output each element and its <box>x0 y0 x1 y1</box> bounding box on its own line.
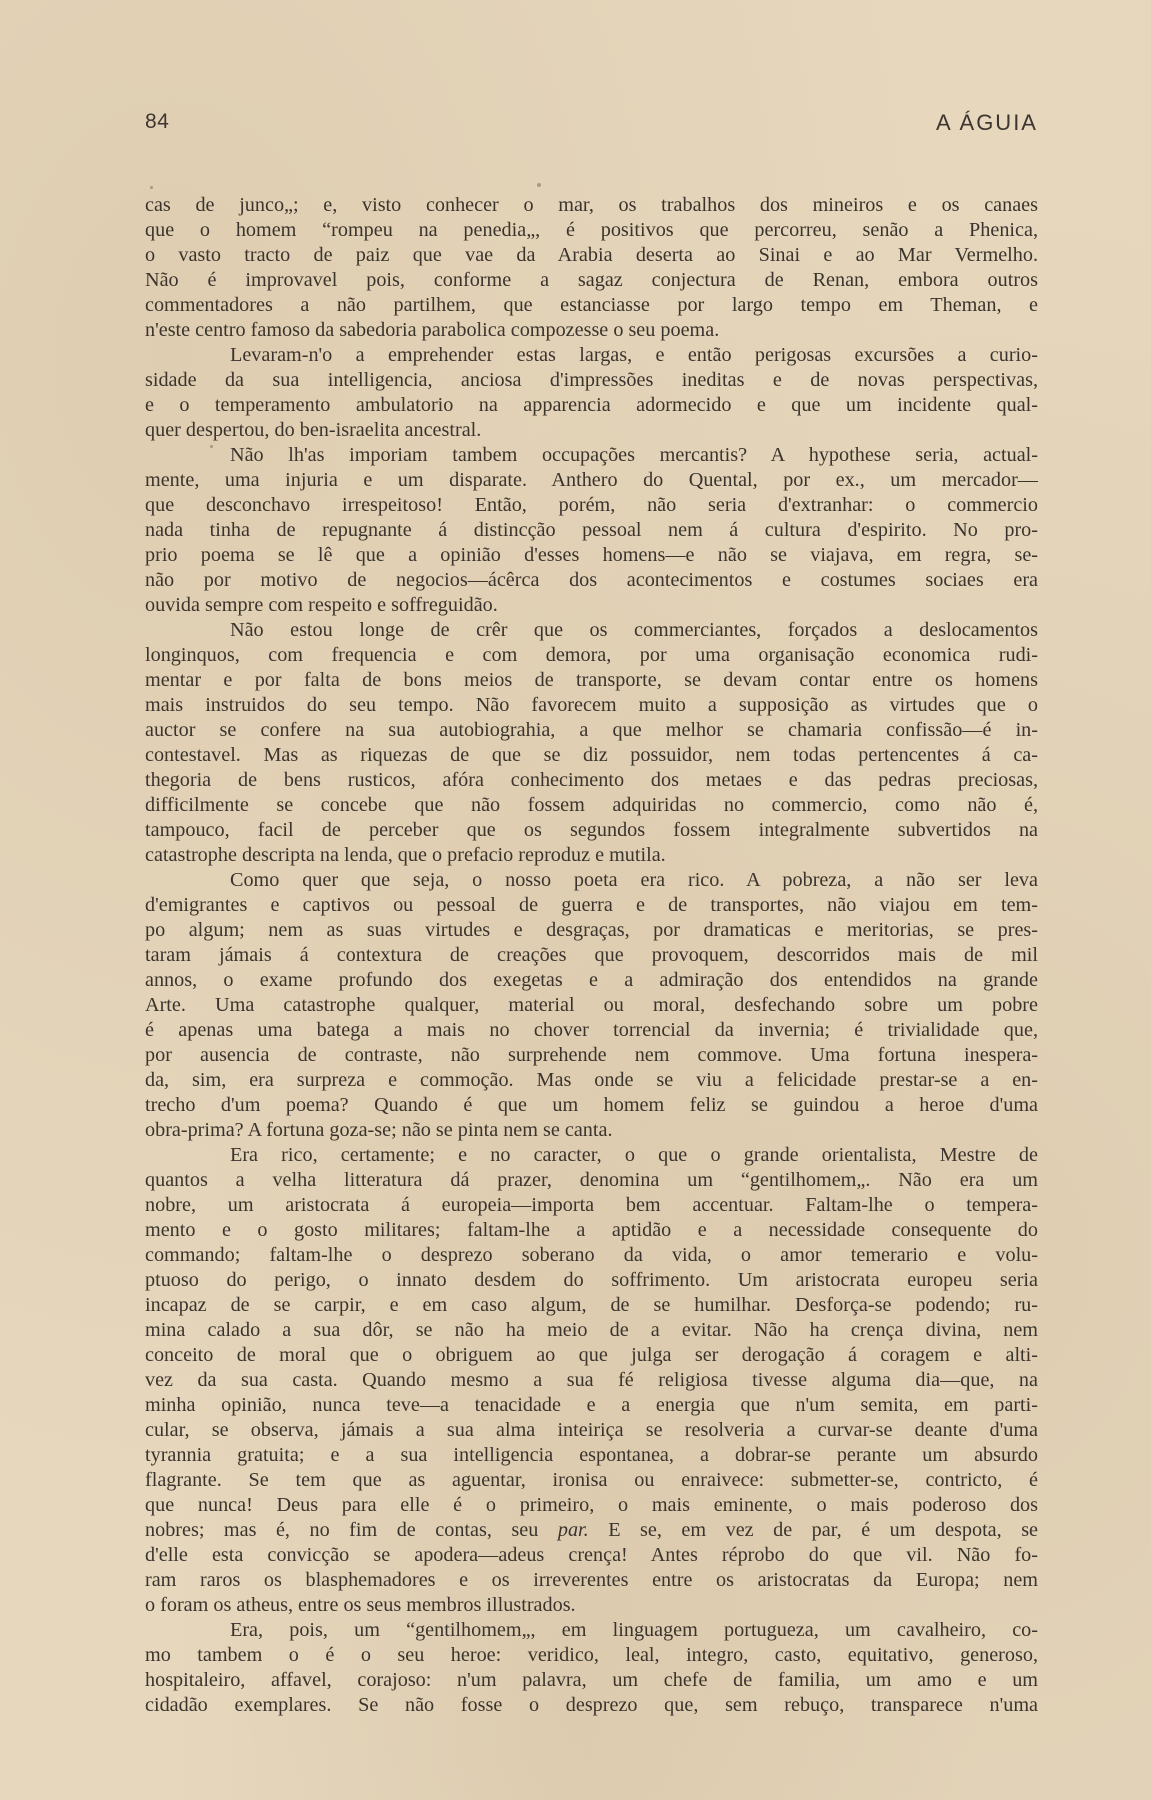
text-line: taram jámais á contextura de creações que provoquem, descorridos mais de mil <box>145 944 1038 966</box>
text-line: thegoria de bens rusticos, afóra conhecimento dos metaes e das pedras preciosas, <box>145 769 1038 791</box>
text-line: quer despertou, do ben-israelita ancestral. <box>145 419 482 441</box>
text-line: obra-prima? A fortuna goza-se; não se pinta nem se canta. <box>145 1119 613 1141</box>
text-line: trecho d'um poema? Quando é que um homem feliz se guindou a heroe d'uma <box>145 1094 1038 1116</box>
text-line: mo tambem o é o seu heroe: veridico, leal, integro, casto, equitativo, generoso, <box>145 1644 1038 1666</box>
text-line-with-emphasis <box>145 1518 1038 1543</box>
body-text <box>145 193 1038 1718</box>
text-line: d'elle esta convicção se apodera—adeus crença! Antes réprobo do que vil. Não fo- <box>145 1544 1038 1566</box>
text-line: Era, pois, um “gentilhomem„, em linguagem portugueza, um cavalheiro, co- <box>230 1619 1038 1641</box>
running-head <box>145 110 1038 142</box>
text-line: auctor se confere na sua autobiograhia, a que melhor se chamaria confissão—é in- <box>145 719 1038 741</box>
text-segment: E se, em vez de par, é um despota, se <box>608 1519 1039 1541</box>
text-line: Não estou longe de crêr que os commerciantes, forçados a deslocamentos <box>230 619 1038 641</box>
emphasized-word: par. <box>557 1519 589 1541</box>
text-line: Não lh'as imporiam tambem occupações mercantis? A hypothese seria, actual- <box>230 444 1038 466</box>
text-line: flagrante. Se tem que as aguentar, ironisa ou enraivece: submetter-se, contricto, é <box>145 1469 1038 1491</box>
text-line: commentadores a não partilhem, que estanciasse por largo tempo em Theman, e <box>145 294 1038 316</box>
text-line: Levaram-n'o a emprehender estas largas, e então perigosas excursões a curio- <box>230 344 1038 366</box>
text-line: conceito de moral que o obriguem ao que julga ser derogação á coragem e alti- <box>145 1344 1038 1366</box>
text-line: Era rico, certamente; e no caracter, o que o grande orientalista, Mestre de <box>230 1144 1038 1166</box>
text-line: tampouco, facil de perceber que os segundos fossem integralmente subvertidos na <box>145 819 1038 841</box>
text-line: po algum; nem as suas virtudes e desgraças, por dramaticas e meritorias, se pres- <box>145 919 1038 941</box>
text-line: hospitaleiro, affavel, corajoso: n'um palavra, um chefe de familia, um amo e um <box>145 1669 1038 1691</box>
text-line: que nunca! Deus para elle é o primeiro, o mais eminente, o mais poderoso dos <box>145 1494 1038 1516</box>
text-line: minha opinião, nunca teve—a tenacidade e a energia que n'um semita, em parti- <box>145 1394 1038 1416</box>
text-line: longinquos, com frequencia e com demora, por uma organisação economica rudi- <box>145 644 1038 666</box>
text-line: mentar e por falta de bons meios de transporte, se devam contar entre os homens <box>145 669 1038 691</box>
text-line: mente, uma injuria e um disparate. Anthero do Quental, por ex., um mercador— <box>145 469 1038 491</box>
text-line: annos, o exame profundo dos exegetas e a admiração dos entendidos na grande <box>145 969 1038 991</box>
text-line: n'este centro famoso da sabedoria parabolica compozesse o seu poema. <box>145 319 720 341</box>
text-line: sidade da sua intelligencia, anciosa d'impressões ineditas e de novas perspectivas, <box>145 369 1038 391</box>
text-line: é apenas uma batega a mais no chover torrencial da invernia; é trivialidade que, <box>145 1019 1038 1041</box>
paper-speck <box>150 186 153 189</box>
text-line: ram raros os blasphemadores e os irreverentes entre os aristocratas da Europa; nem <box>145 1569 1038 1591</box>
text-line: cidadão exemplares. Se não fosse o desprezo que, sem rebuço, transparece n'uma <box>145 1694 1038 1716</box>
text-line: nobre, um aristocrata á europeia—importa bem accentuar. Faltam-lhe o tempera- <box>145 1194 1038 1216</box>
text-line: cular, se observa, jámais a sua alma inteiriça se resolveria a curvar-se deante d'uma <box>145 1419 1038 1441</box>
text-line: incapaz de se carpir, e em caso algum, de se humilhar. Desforça-se podendo; ru- <box>145 1294 1038 1316</box>
text-line: ouvida sempre com respeito e soffreguidão. <box>145 594 498 616</box>
text-line: difficilmente se concebe que não fossem adquiridas no commercio, como não é, <box>145 794 1038 816</box>
text-line: commando; faltam-lhe o desprezo soberano da vida, o amor temerario e volu- <box>145 1244 1038 1266</box>
text-line: cas de junco„; e, visto conhecer o mar, os trabalhos dos mineiros e os canaes <box>145 194 1038 216</box>
text-line: contestavel. Mas as riquezas de que se diz possuidor, nem todas pertencentes á ca- <box>145 744 1038 766</box>
text-line: Arte. Uma catastrophe qualquer, material ou moral, desfechando sobre um pobre <box>145 994 1038 1016</box>
text-line: e o temperamento ambulatorio na apparencia adormecido e que um incidente qual- <box>145 394 1038 416</box>
page-number: 84 <box>145 110 170 133</box>
text-line: prio poema se lê que a opinião d'esses homens—e não se viajava, em regra, se- <box>145 544 1038 566</box>
text-line: não por motivo de negocios—ácêrca dos acontecimentos e costumes sociaes era <box>145 569 1038 591</box>
text-line: mais instruidos do seu tempo. Não favorecem muito a supposição as virtudes que o <box>145 694 1038 716</box>
text-line: da, sim, era surpreza e commoção. Mas onde se viu a felicidade prestar-se a en- <box>145 1069 1038 1091</box>
text-line: quantos a velha litteratura dá prazer, denomina um “gentilhomem„. Não era um <box>145 1169 1038 1191</box>
text-line: o foram os atheus, entre os seus membros illustrados. <box>145 1594 576 1616</box>
paper-speck <box>210 445 213 448</box>
text-line: ptuoso do perigo, o innato desdem do soffrimento. Um aristocrata europeu seria <box>145 1269 1038 1291</box>
text-line: por ausencia de contraste, não surprehende nem commove. Uma fortuna inespera- <box>145 1044 1038 1066</box>
text-line: vez da sua casta. Quando mesmo a sua fé religiosa tivesse alguma dia—que, na <box>145 1369 1038 1391</box>
text-line: Não é improvavel pois, conforme a sagaz conjectura de Renan, embora outros <box>145 269 1038 291</box>
paper-speck <box>537 183 541 187</box>
text-line: catastrophe descripta na lenda, que o prefacio reproduz e mutila. <box>145 844 666 866</box>
journal-title: A ÁGUIA <box>935 110 1038 135</box>
text-line: que desconchavo irrespeitoso! Então, porém, não seria d'extranhar: o commercio <box>145 494 1038 516</box>
text-line: nada tinha de repugnante á distincção pessoal nem á cultura d'espirito. No pro- <box>145 519 1038 541</box>
text-line: mento e o gosto militares; faltam-lhe a aptidão e a necessidade consequente do <box>145 1219 1038 1241</box>
text-segment: nobres; mas é, no fim de contas, seu <box>145 1519 539 1541</box>
text-line: tyrannia gratuita; e a sua intelligencia espontanea, a dobrar-se perante um absurdo <box>145 1444 1038 1466</box>
text-line: mina calado a sua dôr, se não ha meio de a evitar. Não ha crença divina, nem <box>145 1319 1038 1341</box>
text-line: Como quer que seja, o nosso poeta era rico. A pobreza, a não ser leva <box>230 869 1038 891</box>
text-line: o vasto tracto de paiz que vae da Arabia deserta ao Sinai e ao Mar Vermelho. <box>145 244 1038 266</box>
text-line: que o homem “rompeu na penedia„, é positivos que percorreu, senão a Phenica, <box>145 219 1038 241</box>
text-line: d'emigrantes e captivos ou pessoal de guerra e de transportes, não viajou em tem- <box>145 894 1038 916</box>
